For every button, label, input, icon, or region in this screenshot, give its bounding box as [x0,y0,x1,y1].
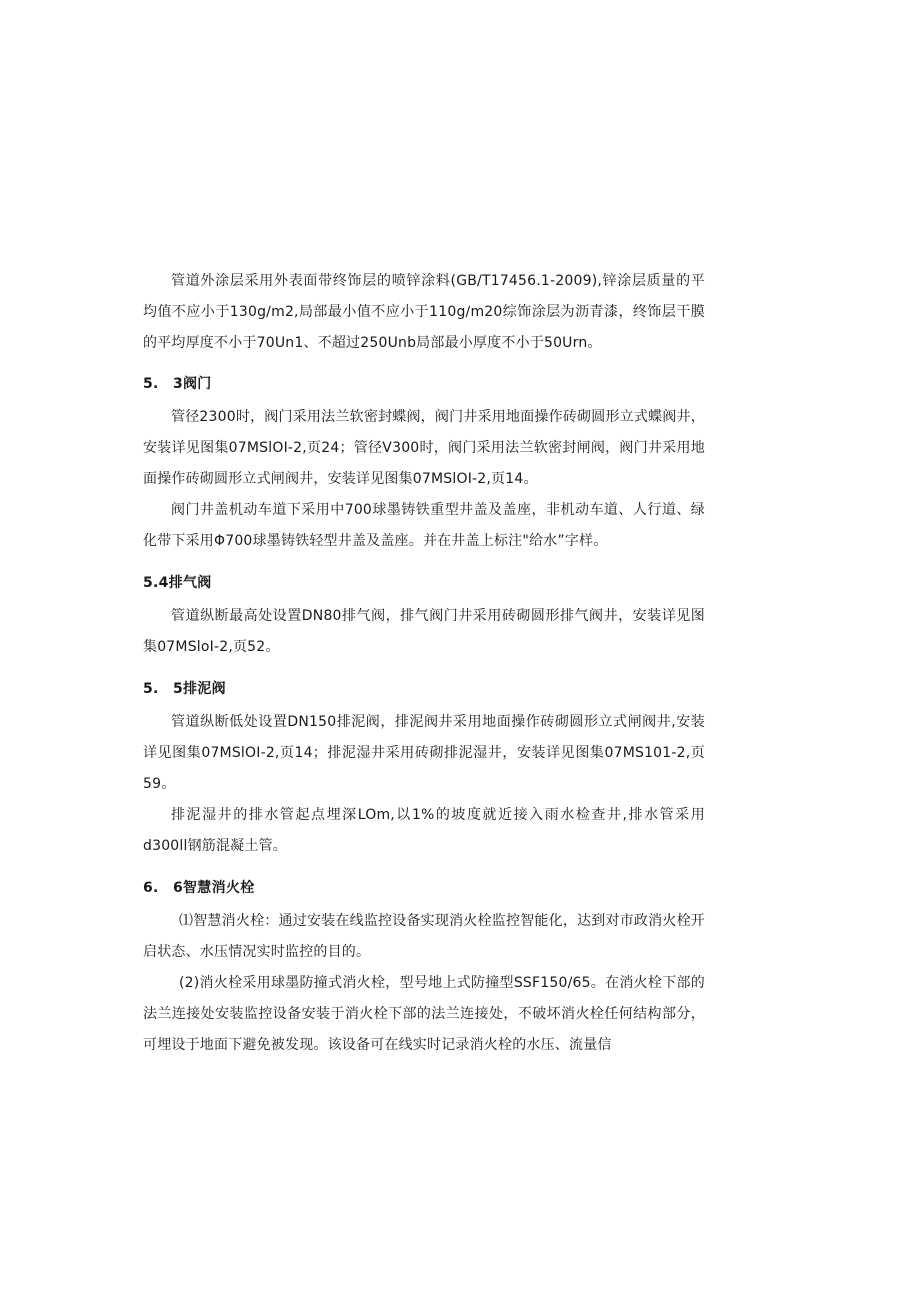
heading-5-4-air-valve: 5.4排气阀 [143,575,212,591]
paragraph-smart-hydrant-2: (2)消火栓采用球墨防撞式消火栓，型号地上式防撞型SSF150/65。在消火栓下部的法兰连接处安装监控设备安装于消火栓下部的法兰连接处，不破坏消火栓任何结构部分，可埋设于地面下避免被发现。该设备可在线实时记录消火栓的水压、流量信 [143,975,705,1053]
paragraph-valve-types: 管径2300时，阀门采用法兰软密封蝶阀，阀门井采用地面操作砖砌圆形立式蝶阀井，安装详见图集07MSlOI-2,页24；管径V300时，阀门采用法兰软密封闸阀，阀门井采用地面操作砖砌圆形立式闸阀井，安装详见图集07MSlOI-2,页14。 [143,409,705,487]
paragraph-air-valve: 管道纵断最高处设置DN80排气阀，排气阀门井采用砖砌圆形排气阀井，安装详见图集07MSloI-2,页52。 [143,608,705,655]
heading-5-3-valves: 5. 3阀门 [143,376,212,392]
document-body [143,266,705,1061]
paragraph-drain-pipe: 排泥湿井的排水管起点埋深LOm,以1%的坡度就近接入雨水检查井,排水管采用d300ll钢筋混凝土管。 [143,807,705,854]
paragraph-coating: 管道外涂层采用外表面带终饰层的喷锌涂料(GB/T17456.1-2009),锌涂层质量的平均值不应小于130g∕m2,局部最小值不应小于110g∕m20综饰涂层为沥青漆，终饰层干膜的平均厚度不小于70Un1、不超过250Unb局部最小厚度不小于50Urn。 [143,273,705,351]
paragraph-smart-hydrant-1: ⑴智慧消火栓：通过安装在线监控设备实现消火栓监控智能化，达到对市政消火栓开启状态、水压情况实时监控的目的。 [143,913,705,960]
heading-6-6-smart-hydrant: 6. 6智慧消火栓 [143,880,255,896]
paragraph-drain-valve: 管道纵断低处设置DN150排泥阀，排泥阀井采用地面操作砖砌圆形立式闸阀井,安装详见图集07MSlOI-2,页14；排泥湿井采用砖砌排泥湿井，安装详见图集07MS101-2,页59。 [143,714,705,792]
paragraph-well-covers: 阀门井盖机动车道下采用中700球墨铸铁重型井盖及盖座，非机动车道、人行道、绿化带下采用Φ700球墨铸铁轻型井盖及盖座。并在井盖上标注"给水”字样。 [143,502,705,549]
heading-5-5-drain-valve: 5. 5排泥阀 [143,681,226,697]
